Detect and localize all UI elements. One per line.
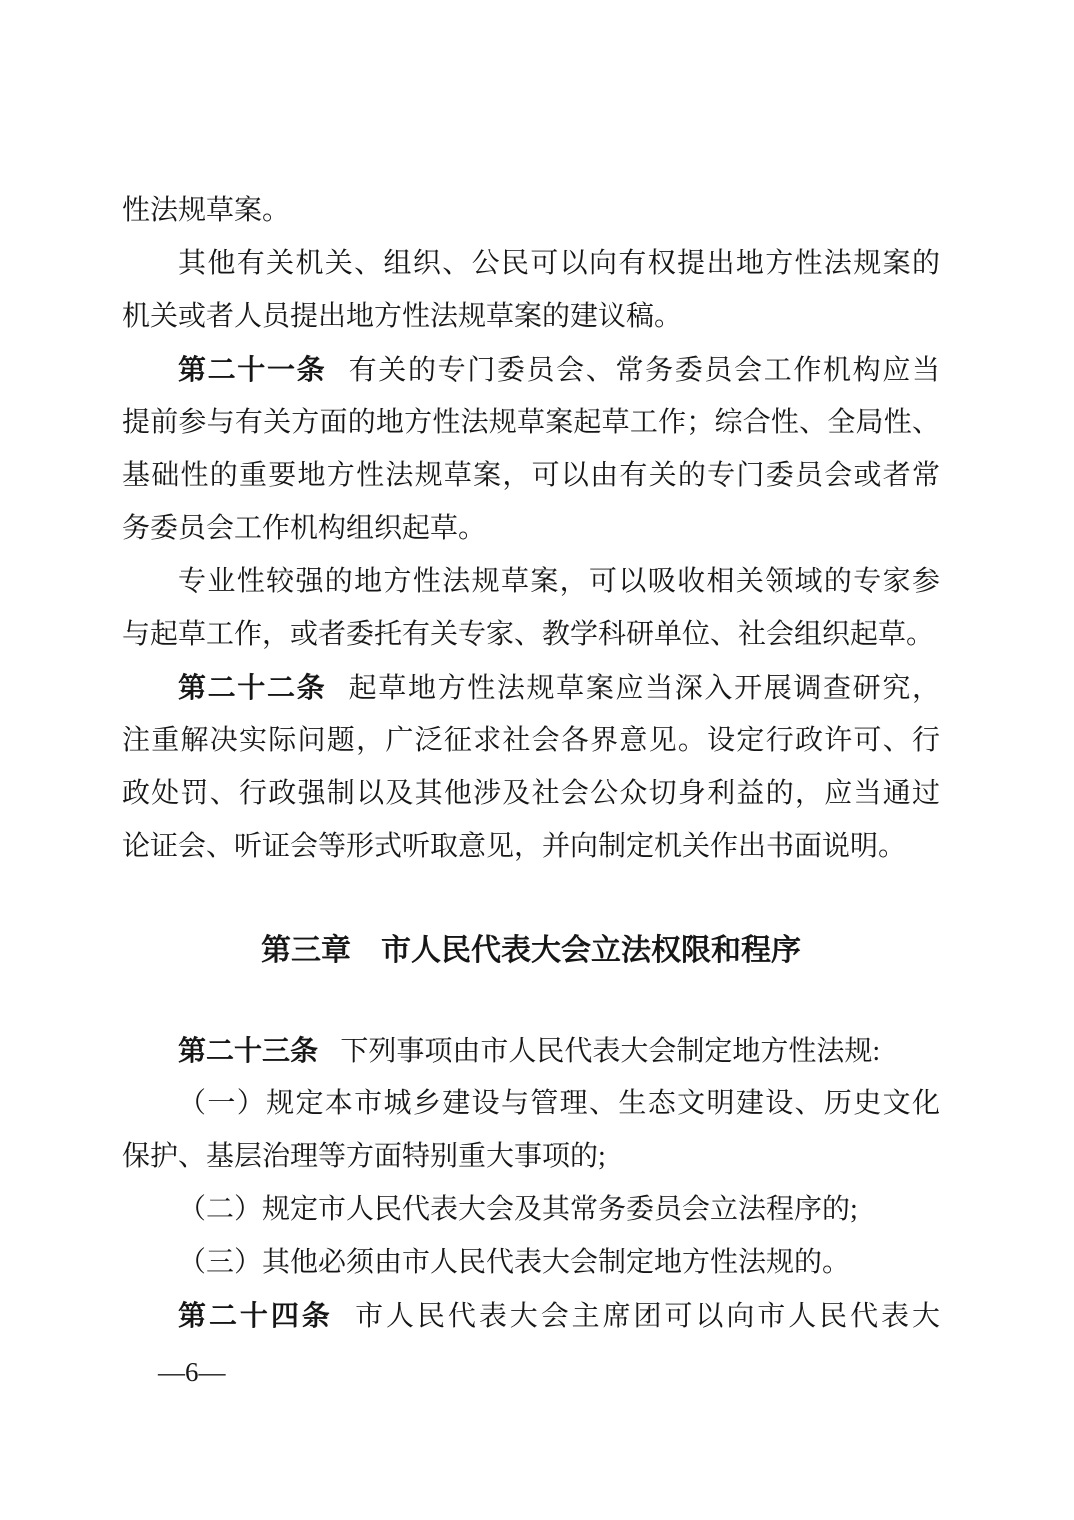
text-line	[122, 1289, 940, 1342]
text-line	[122, 343, 940, 396]
body-text: 保护、基层治理等方面特别重大事项的;	[122, 1141, 606, 1172]
body-text: 论证会、听证会等形式听取意见，并向制定机关作出书面说明。	[122, 831, 907, 862]
page-number: —6—	[158, 1357, 226, 1387]
document-body	[122, 184, 940, 1342]
text-line	[122, 1183, 940, 1236]
chapter-heading: 第三章 市人民代表大会立法权限和程序	[261, 934, 801, 967]
body-text: 有关的专门委员会、常务委员会工作机构应当	[348, 355, 940, 386]
text-line	[122, 1130, 940, 1183]
text-line	[122, 1077, 940, 1130]
text-line	[122, 290, 940, 343]
text-line	[122, 449, 940, 502]
body-text: 政处罚、行政强制以及其他涉及社会公众切身利益的，应当通过	[122, 778, 940, 809]
text-line	[122, 396, 940, 449]
body-text: 起草地方性法规草案应当深入开展调查研究，	[348, 673, 940, 704]
text-line	[122, 555, 940, 608]
body-text: 下列事项由市人民代表大会制定地方性法规:	[340, 1036, 881, 1067]
text-line	[122, 184, 940, 237]
body-text: 基础性的重要地方性法规草案，可以由有关的专门委员会或者常	[122, 460, 940, 491]
body-text: 其他有关机关、组织、公民可以向有权提出地方性法规案的	[178, 248, 940, 279]
text-line	[122, 608, 940, 661]
text-line	[122, 767, 940, 820]
body-text: （一）规定本市城乡建设与管理、生态文明建设、历史文化	[178, 1088, 940, 1119]
body-text: （二）规定市人民代表大会及其常务委员会立法程序的;	[178, 1194, 858, 1225]
article-number-label: 第二十四条	[178, 1300, 333, 1331]
text-line	[122, 237, 940, 290]
body-text: 专业性较强的地方性法规草案，可以吸收相关领域的专家参	[178, 566, 940, 597]
text-line	[122, 1024, 940, 1077]
text-line	[122, 820, 940, 873]
body-text: （三）其他必须由市人民代表大会制定地方性法规的。	[178, 1247, 851, 1278]
text-line	[122, 661, 940, 714]
body-text: 市人民代表大会主席团可以向市人民代表大	[355, 1301, 940, 1332]
text-line	[122, 714, 940, 767]
article-number-label: 第二十一条	[178, 354, 327, 385]
body-text: 注重解决实际问题，广泛征求社会各界意见。设定行政许可、行	[122, 725, 940, 756]
text-line	[122, 1236, 940, 1289]
body-text: 性法规草案。	[122, 195, 291, 226]
article-number-label: 第二十三条	[178, 1035, 319, 1066]
body-text: 务委员会工作机构组织起草。	[122, 513, 487, 544]
article-number-label: 第二十二条	[178, 672, 327, 703]
body-text: 机关或者人员提出地方性法规草案的建议稿。	[122, 301, 683, 332]
body-text: 提前参与有关方面的地方性法规草案起草工作；综合性、全局性、	[122, 407, 940, 438]
text-line	[122, 502, 940, 555]
body-text: 与起草工作，或者委托有关专家、教学科研单位、社会组织起草。	[122, 619, 935, 650]
